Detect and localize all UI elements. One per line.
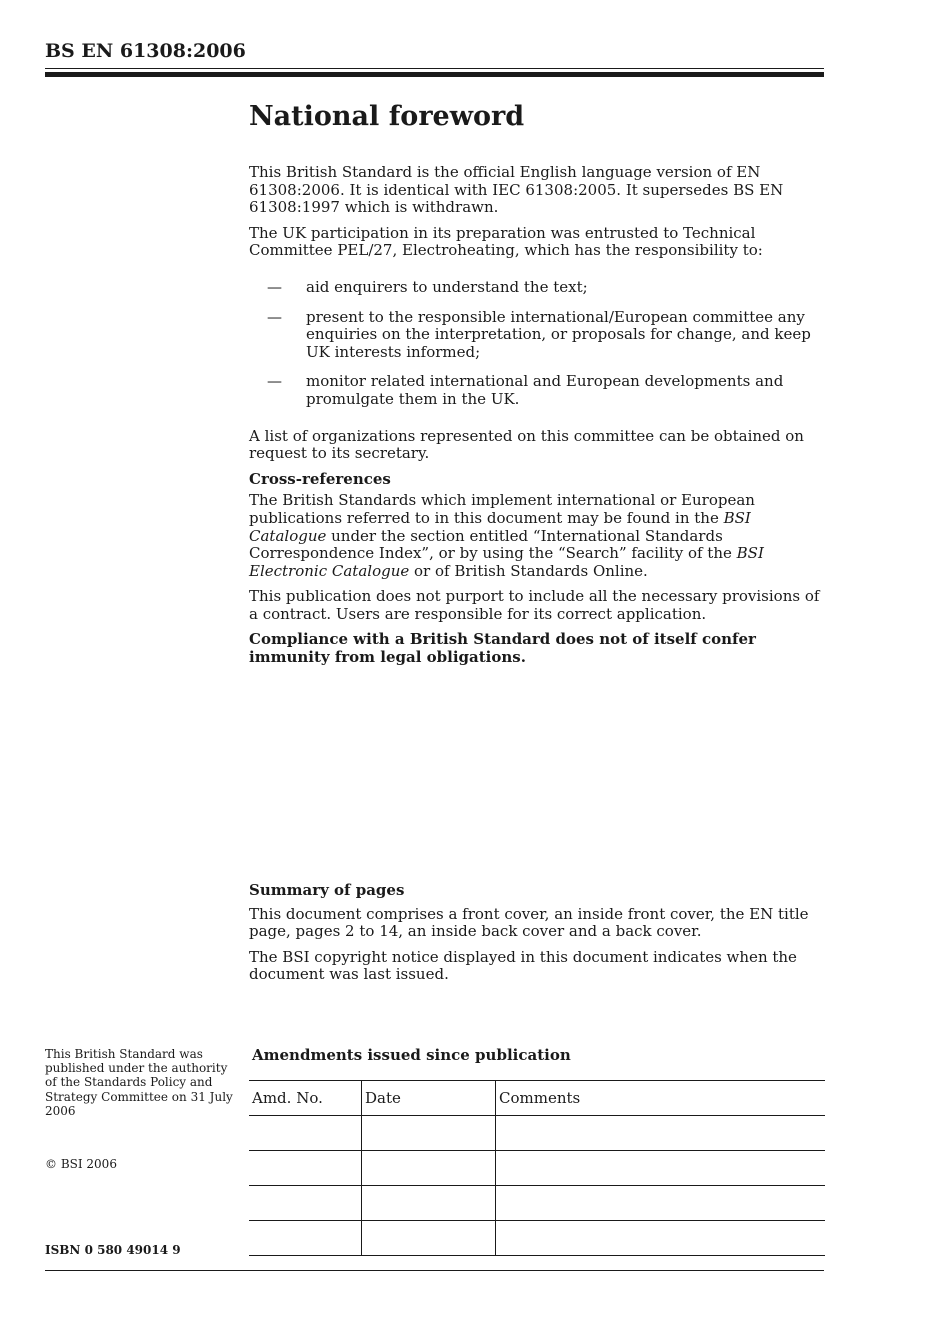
date-cell bbox=[362, 1116, 496, 1151]
column-header-date: Date bbox=[362, 1081, 496, 1116]
summary-paragraph-1: This document comprises a front cover, an inside front cover, the EN title page, pages 2 to 14, an inside back cover and a back cover. bbox=[249, 904, 809, 941]
list-item-text: present to the responsible international/European committee any enquiries on the interpretation, or proposals for change, and keep UK interests informed; bbox=[306, 307, 811, 361]
table-row bbox=[249, 1116, 825, 1151]
page-title: National foreword bbox=[249, 101, 525, 132]
table-header-row bbox=[249, 1081, 825, 1116]
copyright-notice: © BSI 2006 bbox=[45, 1157, 117, 1171]
comments-cell bbox=[496, 1116, 826, 1151]
document-id: BS EN 61308:2006 bbox=[45, 40, 246, 62]
isbn: ISBN 0 580 49014 9 bbox=[45, 1243, 181, 1257]
comments-cell bbox=[496, 1151, 826, 1186]
authority-note: This British Standard was published under the authority of the Standards Policy and Strategy Committee on 31 July 2006 bbox=[45, 1047, 233, 1118]
list-item bbox=[249, 279, 829, 297]
dash-marker: — bbox=[267, 307, 282, 326]
amd-no-cell bbox=[249, 1186, 362, 1221]
column-header-comments: Comments bbox=[496, 1081, 826, 1116]
list-item bbox=[249, 309, 829, 362]
header-thick-rule bbox=[45, 72, 824, 77]
dash-marker: — bbox=[267, 372, 282, 391]
list-item-text: monitor related international and European developments and promulgate them in the UK. bbox=[306, 372, 784, 408]
list-item-text: aid enquirers to understand the text; bbox=[306, 277, 588, 296]
table-row bbox=[249, 1186, 825, 1221]
summary-paragraph-2: The BSI copyright notice displayed in this document indicates when the document was last issued. bbox=[249, 947, 797, 984]
provisions-paragraph: This publication does not purport to include all the necessary provisions of a contract. Users are responsible for its correct application. bbox=[249, 587, 820, 623]
column-header-amd-no: Amd. No. bbox=[249, 1081, 362, 1116]
table-row bbox=[249, 1151, 825, 1186]
organizations-paragraph: A list of organizations represented on this committee can be obtained on request to its secretary. bbox=[249, 426, 804, 463]
date-cell bbox=[362, 1221, 496, 1256]
responsibility-list bbox=[249, 279, 829, 409]
table-row bbox=[249, 1221, 825, 1256]
amd-no-cell bbox=[249, 1221, 362, 1256]
summary-heading: Summary of pages bbox=[249, 881, 405, 899]
summary-of-pages bbox=[249, 882, 829, 992]
date-cell bbox=[362, 1186, 496, 1221]
amd-no-cell bbox=[249, 1151, 362, 1186]
cross-references-heading: Cross-references bbox=[249, 469, 391, 488]
amendments-title: Amendments issued since publication bbox=[252, 1046, 571, 1064]
comments-cell bbox=[496, 1186, 826, 1221]
footer-rule bbox=[45, 1270, 824, 1271]
list-item bbox=[249, 373, 829, 408]
cross-references-paragraph bbox=[249, 492, 829, 580]
compliance-statement: Compliance with a British Standard does not of itself confer immunity from legal obligations. bbox=[249, 630, 756, 667]
amd-no-cell bbox=[249, 1116, 362, 1151]
cross-references-text: The British Standards which implement international or European publications referred to in this document may be found in the bbox=[249, 491, 755, 527]
dash-marker: — bbox=[267, 277, 282, 296]
date-cell bbox=[362, 1151, 496, 1186]
intro-paragraph-1: This British Standard is the official English language version of EN 61308:2006. It is identical with IEC 61308:2005. It supersedes BS EN 61308:1997 which is withdrawn. bbox=[249, 163, 784, 217]
bsi-catalogue-title: BSI Catalogue bbox=[249, 508, 751, 545]
cross-references-text: under the section entitled “International Standards Correspondence Index”, or by using the “Search” facility of the bbox=[249, 526, 737, 563]
bsi-electronic-catalogue-title: BSI Electronic Catalogue bbox=[249, 544, 764, 580]
intro-paragraph-2: The UK participation in its preparation was entrusted to Technical Committee PEL/27, Electroheating, which has the responsibility to: bbox=[249, 223, 763, 260]
comments-cell bbox=[496, 1221, 826, 1256]
cross-references-text: or of British Standards Online. bbox=[409, 561, 648, 580]
foreword-body bbox=[249, 164, 829, 675]
amendments-table bbox=[249, 1080, 825, 1256]
header-thin-rule bbox=[45, 68, 824, 69]
